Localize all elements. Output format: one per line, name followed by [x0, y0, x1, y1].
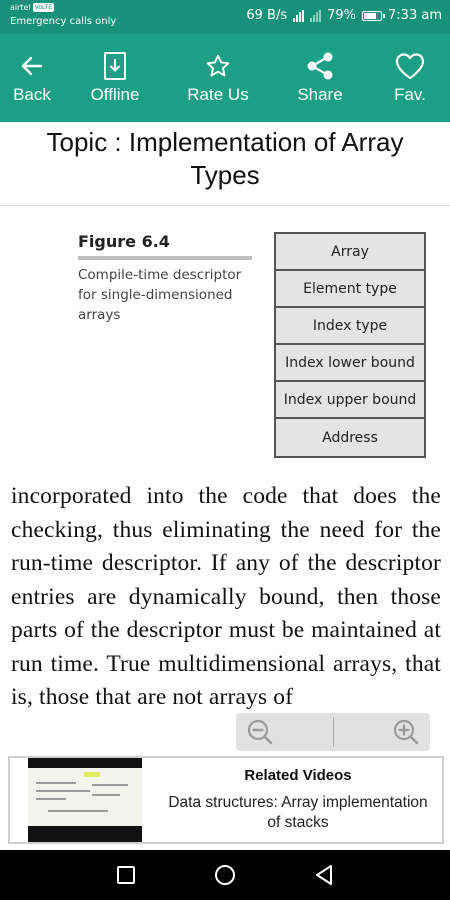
content-text: incorporated into the code that does the checking, thus eliminating the need for the run-time descriptor. If any of the descriptor entries are dynamically bound, then those parts of the descriptor must be maintained at run time. True multidimensional arrays, that is, those that are not arrays of [11, 483, 441, 710]
heart-icon [395, 51, 425, 81]
zoom-out-button[interactable] [244, 716, 276, 748]
related-videos-heading: Related Videos [244, 767, 352, 784]
zoom-in-icon [390, 716, 422, 748]
clock: 7:33 am [388, 8, 442, 23]
rate-us-button[interactable] [166, 34, 270, 122]
descriptor-row: Array [276, 234, 424, 271]
favourite-button[interactable] [370, 34, 450, 122]
volte-badge: VoLTE [34, 4, 52, 11]
signal-strength-secondary-icon [310, 10, 321, 22]
carrier-name: airtel [10, 3, 31, 12]
descriptor-row: Index type [276, 308, 424, 345]
back-nav-button[interactable] [311, 863, 337, 887]
rate-us-label: Rate Us [187, 85, 249, 104]
zoom-out-icon [244, 716, 276, 748]
star-icon [205, 51, 231, 81]
emergency-calls-text: Emergency calls only [10, 16, 117, 27]
arrow-left-icon [20, 51, 44, 81]
battery-icon [362, 11, 382, 21]
descriptor-row: Index lower bound [276, 345, 424, 382]
figure-caption: Compile-time descriptor for single-dimensioned arrays [78, 267, 242, 323]
descriptor-row: Address [276, 419, 424, 456]
triangle-back-icon [311, 863, 337, 887]
recents-button[interactable] [113, 863, 139, 887]
status-bar [0, 0, 450, 34]
carrier-label [10, 3, 54, 12]
offline-label: Offline [90, 85, 140, 104]
topic-header [0, 122, 450, 206]
status-indicators [246, 8, 442, 23]
circle-icon [212, 863, 238, 887]
descriptor-table [274, 232, 426, 458]
video-thumbnail[interactable] [28, 758, 142, 842]
signal-strength-icon [293, 10, 304, 22]
offline-button[interactable] [64, 34, 166, 122]
figure-caption-block [78, 232, 252, 325]
back-button[interactable] [0, 34, 64, 122]
zoom-divider [333, 717, 334, 747]
home-button[interactable] [212, 863, 238, 887]
related-videos-card[interactable] [8, 756, 444, 844]
figure-number: Figure 6.4 [78, 232, 252, 260]
descriptor-row: Index upper bound [276, 382, 424, 419]
share-button[interactable] [270, 34, 370, 122]
favourite-label: Fav. [394, 85, 426, 104]
network-speed: 69 B/s [246, 8, 288, 23]
topic-title: Topic : Implementation of Array Types [46, 127, 404, 190]
zoom-in-button[interactable] [390, 716, 422, 748]
square-icon [113, 863, 139, 887]
thumbnail-screen [28, 768, 142, 826]
toolbar [0, 34, 450, 122]
battery-percent: 79% [327, 8, 357, 23]
share-label: Share [297, 85, 343, 104]
back-label: Back [13, 85, 51, 104]
zoom-control [236, 713, 430, 751]
navigation-bar [0, 850, 450, 900]
related-video-title[interactable]: Data structures: Array implementation of stacks [168, 794, 428, 831]
descriptor-row: Element type [276, 271, 424, 308]
figure-image [0, 206, 450, 476]
download-file-icon [103, 51, 127, 81]
share-icon [305, 51, 335, 81]
